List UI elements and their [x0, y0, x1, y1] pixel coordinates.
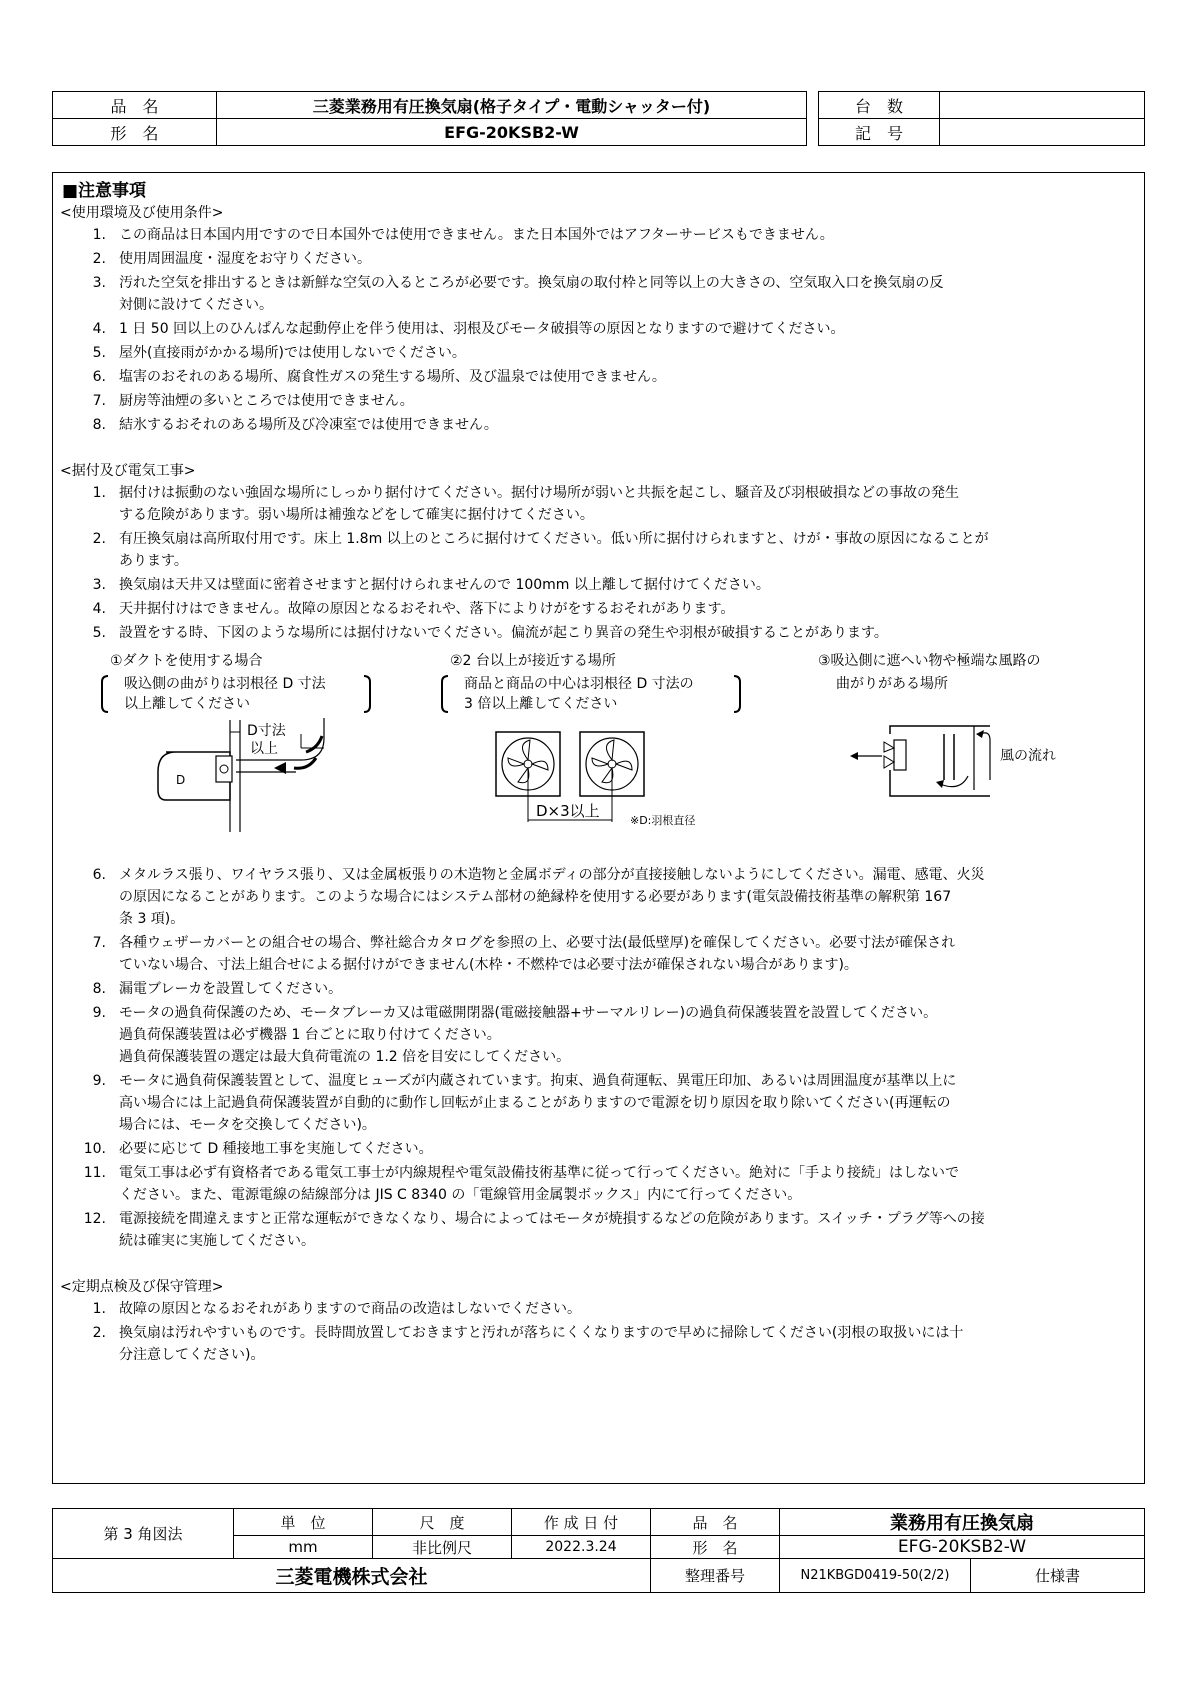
- list-item: 据付けは振動のない強固な場所にしっかり据付けてください。据付け場所が弱いと共振を起こし、騒音及び羽根破損などの事故の発生: [119, 485, 959, 501]
- list-item-cont: 分注意してください)。: [119, 1347, 265, 1363]
- list-item-cont: 高い場合には上記過負荷保護装置が自動的に動作し回転が止まることがありますので電源を切り原因を取り除いてください(再運転の: [119, 1095, 951, 1111]
- list-item-cont: 場合には、モータを交換してください)。: [119, 1117, 376, 1133]
- footer-katamei-value: EFG-20KSB2-W: [780, 1536, 1145, 1559]
- list-item: 故障の原因となるおそれがありますので商品の改造はしないでください。: [119, 1301, 581, 1317]
- list-item: 設置をする時、下図のような場所には据付けないでください。偏流が起こり異音の発生や羽根が破損することがあります。: [119, 625, 888, 641]
- list-number: 4.: [92, 601, 106, 617]
- list-number: 4.: [92, 321, 106, 337]
- diagram-obstruction-title: ③吸込側に遮へい物や極端な風路の: [818, 653, 1041, 669]
- list-item: 換気扇は天井又は壁面に密着させますと据付けられませんので 100mm 以上離して据付けてください。: [119, 577, 770, 593]
- kigou-value: [940, 119, 1145, 146]
- list-number: 5.: [92, 345, 106, 361]
- list-item-cont: 続は確実に実施してください。: [119, 1233, 315, 1249]
- list-item: メタルラス張り、ワイヤラス張り、又は金属板張りの木造物と金属ボディの部分が直接接触しないようにしてください。漏電、感電、火災: [119, 867, 985, 883]
- list-item-cont: ください。また、電源電線の結線部分は JIS C 8340 の「電線管用金属製ボックス」内にて行ってください。: [119, 1187, 802, 1203]
- katamei-value: EFG-20KSB2-W: [217, 119, 807, 146]
- diagram-obstruction-title2: 曲がりがある場所: [836, 676, 948, 692]
- seiri-label: 整理番号: [651, 1559, 780, 1593]
- hinmei-value: 三菱業務用有圧換気扇(格子タイプ・電動シャッター付): [217, 92, 807, 119]
- list-item: 汚れた空気を排出するときは新鮮な空気の入るところが必要です。換気扇の取付枠と同等以上の大きさの、空気取入口を換気扇の反: [119, 275, 944, 291]
- list-item: 必要に応じて D 種接地工事を実施してください。: [119, 1141, 433, 1157]
- list-number: 1.: [92, 1301, 106, 1317]
- diagram-adjacent-note: ※D:羽根直径: [630, 814, 696, 827]
- maintenance-heading: <定期点検及び保守管理>: [60, 1279, 224, 1295]
- doc-type: 仕様書: [971, 1559, 1145, 1593]
- count-table: [818, 91, 1145, 146]
- projection-method: 第 3 角図法: [53, 1509, 234, 1559]
- list-item-cont: 条 3 項)。: [119, 911, 185, 927]
- kigou-label: 記 号: [819, 119, 940, 146]
- list-item-cont: 過負荷保護装置は必ず機器 1 台ごとに取り付けてください。: [119, 1027, 501, 1043]
- list-number: 9.: [92, 1005, 106, 1021]
- katamei-label: 形 名: [53, 119, 217, 146]
- footer-katamei-label: 形 名: [651, 1536, 780, 1559]
- list-item-cont: する危険があります。弱い場所は補強などをして確実に据付けてください。: [119, 507, 594, 523]
- daisuu-value: [940, 92, 1145, 119]
- date-value: 2022.3.24: [512, 1536, 651, 1559]
- list-item: モータに過負荷保護装置として、温度ヒューズが内蔵されています。拘束、過負荷運転、異電圧印加、あるいは周囲温度が基準以上に: [119, 1073, 957, 1089]
- footer-table: [52, 1508, 1145, 1593]
- diagram-adjacent-line2: 3 倍以上離してください: [464, 696, 618, 712]
- svg-text:D: D: [176, 773, 186, 787]
- diagram-duct-dlabel2: 以上: [250, 741, 278, 757]
- list-item: 1 日 50 回以上のひんぱんな起動停止を伴う使用は、羽根及びモータ破損等の原因となりますので避けてください。: [119, 321, 845, 337]
- diagram-obstruction-label: 風の流れ: [1000, 748, 1056, 764]
- list-item: モータの過負荷保護のため、モータブレーカ又は電磁開閉器(電磁接触器+サーマルリレー)の過負荷保護装置を設置してください。: [119, 1005, 938, 1021]
- list-item: 各種ウェザーカバーとの組合せの場合、弊社総合カタログを参照の上、必要寸法(最低壁厚)を確保してください。必要寸法が確保され: [119, 935, 956, 951]
- list-item: 電気工事は必ず有資格者である電気工事士が内線規程や電気設備技術基準に従って行ってください。絶対に「手より接続」はしないで: [119, 1165, 959, 1181]
- seiri-value: N21KBGD0419-50(2/2): [780, 1559, 971, 1593]
- diagram-adjacent-label: D×3以上: [536, 802, 600, 820]
- list-number: 1.: [92, 227, 106, 243]
- list-number: 7.: [92, 393, 106, 409]
- date-label: 作 成 日 付: [512, 1509, 651, 1536]
- notes-title: ■注意事項: [62, 181, 147, 201]
- diagram-adjacent-title: ②2 台以上が接近する場所: [450, 653, 616, 669]
- diagram-duct-line2: 以上離してください: [124, 696, 250, 712]
- footer-hinmei-value: 業務用有圧換気扇: [780, 1509, 1145, 1536]
- usage-heading: <使用環境及び使用条件>: [60, 205, 224, 221]
- diagram-duct-dlabel: D寸法: [247, 723, 286, 739]
- diagram-duct-title: ①ダクトを使用する場合: [110, 653, 263, 669]
- list-number: 7.: [92, 935, 106, 951]
- list-item: 塩害のおそれのある場所、腐食性ガスの発生する場所、及び温泉では使用できません。: [119, 369, 666, 385]
- install-heading: <据付及び電気工事>: [60, 463, 196, 479]
- daisuu-label: 台 数: [819, 92, 940, 119]
- duct-diagram-svg: [96, 672, 396, 832]
- header-table: [52, 91, 807, 146]
- list-item-cont: の原因になることがあります。このような場合にはシステム部材の絶縁枠を使用する必要があります(電気設備技術基準の解釈第 167: [119, 889, 952, 905]
- list-item: 使用周囲温度・湿度をお守りください。: [119, 251, 371, 267]
- list-item: 結氷するおそれのある場所及び冷凍室では使用できません。: [119, 417, 498, 433]
- list-item: 天井据付けはできません。故障の原因となるおそれや、落下によりけがをするおそれがあります。: [119, 601, 735, 617]
- list-number: 3.: [92, 275, 106, 291]
- list-number: 5.: [92, 625, 106, 641]
- list-number: 3.: [92, 577, 106, 593]
- scale-label: 尺 度: [373, 1509, 512, 1536]
- list-item: 有圧換気扇は高所取付用です。床上 1.8m 以上のところに据付けてください。低い所に据付けられますと、けが・事故の原因になることが: [119, 531, 989, 547]
- list-number: 2.: [92, 251, 106, 267]
- company-name: 三菱電機株式会社: [53, 1559, 651, 1593]
- list-number: 2.: [92, 1325, 106, 1341]
- list-number: 2.: [92, 531, 106, 547]
- list-number: 8.: [92, 981, 106, 997]
- list-number: 12.: [83, 1211, 106, 1227]
- list-number: 8.: [92, 417, 106, 433]
- unit-value: mm: [234, 1536, 373, 1559]
- list-number: 11.: [83, 1165, 106, 1181]
- list-item: 屋外(直接雨がかかる場所)では使用しないでください。: [119, 345, 466, 361]
- diagram-adjacent-line1: 商品と商品の中心は羽根径 D 寸法の: [464, 676, 694, 692]
- list-item: この商品は日本国内用ですので日本国外では使用できません。また日本国外ではアフターサービスもできません。: [119, 227, 834, 243]
- list-item-cont: 過負荷保護装置の選定は最大負荷電流の 1.2 倍を目安にしてください。: [119, 1049, 571, 1065]
- hinmei-label: 品 名: [53, 92, 217, 119]
- list-item-cont: あります。: [119, 553, 188, 569]
- list-number: 9.: [92, 1073, 106, 1089]
- list-number: 6.: [92, 369, 106, 385]
- list-item: 換気扇は汚れやすいものです。長時間放置しておきますと汚れが落ちにくくなりますので早めに掃除してください(羽根の取扱いには十: [119, 1325, 964, 1341]
- list-item-cont: ていない場合、寸法上組合せによる据付けができません(木枠・不燃枠では必要寸法が確保されない場合があります)。: [119, 957, 858, 973]
- list-number: 6.: [92, 867, 106, 883]
- scale-value: 非比例尺: [373, 1536, 512, 1559]
- footer-hinmei-label: 品 名: [651, 1509, 780, 1536]
- list-number: 1.: [92, 485, 106, 501]
- list-item: 漏電ブレーカを設置してください。: [119, 981, 343, 997]
- list-number: 10.: [83, 1141, 106, 1157]
- list-item: 厨房等油煙の多いところでは使用できません。: [119, 393, 414, 409]
- unit-label: 単 位: [234, 1509, 373, 1536]
- list-item-cont: 対側に設けてください。: [119, 297, 273, 313]
- diagram-duct-line1: 吸込側の曲がりは羽根径 D 寸法: [124, 676, 326, 692]
- list-item: 電源接続を間違えますと正常な運転ができなくなり、場合によってはモータが焼損するなどの危険があります。スイッチ・プラグ等への接: [119, 1211, 985, 1227]
